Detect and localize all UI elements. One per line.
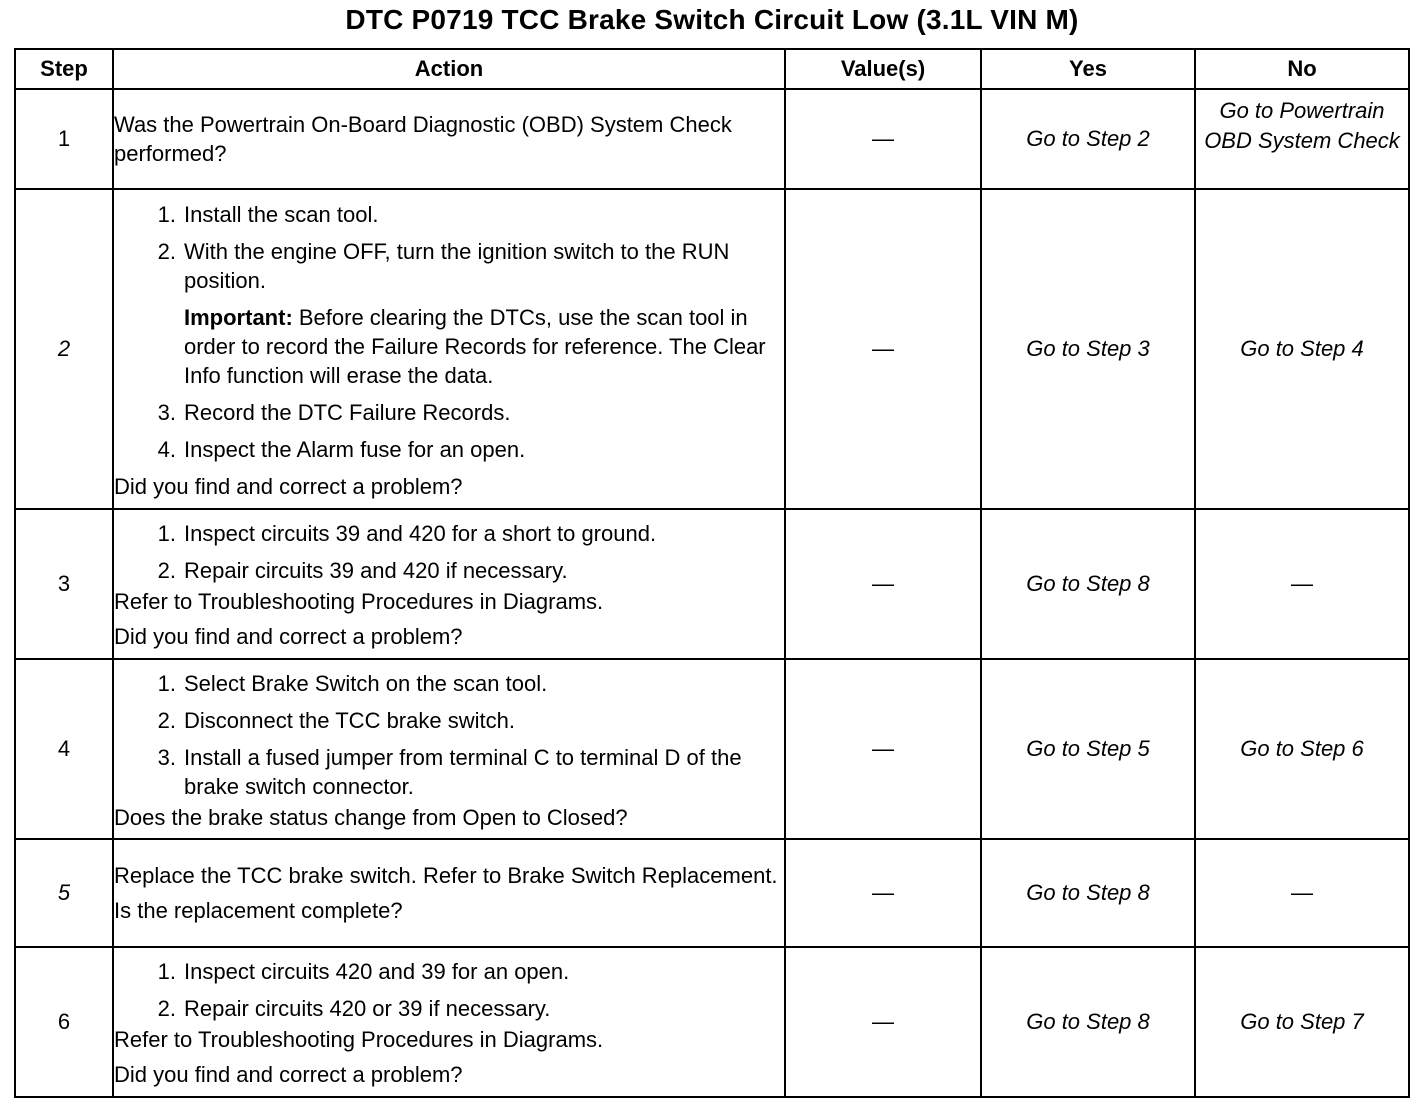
value-cell: — — [785, 89, 981, 189]
yes-cell: Go to Step 8 — [981, 947, 1195, 1097]
action-question: Did you find and correct a problem? — [114, 1062, 463, 1087]
table-row — [15, 659, 1409, 839]
table-row — [15, 947, 1409, 1097]
header-value: Value(s) — [785, 49, 981, 89]
list-item: 2. Disconnect the TCC brake switch. — [157, 707, 515, 733]
yes-cell: Go to Step 8 — [981, 839, 1195, 947]
action-text: Was the Powertrain On-Board Diagnostic (OBD) System Check performed? — [114, 112, 732, 166]
value-cell: — — [785, 509, 981, 659]
action-cell — [113, 89, 785, 189]
list-item: 2. Repair circuits 420 or 39 if necessary. — [157, 996, 551, 1021]
list-item: 2. With the engine OFF, turn the ignition switch to the RUN position. — [157, 238, 730, 293]
header-step: Step — [15, 49, 113, 89]
no-cell: Go to Step 4 — [1195, 189, 1409, 509]
yes-cell: Go to Step 3 — [981, 189, 1195, 509]
list-item: 1. Select Brake Switch on the scan tool. — [157, 670, 548, 696]
step-number: 6 — [15, 947, 113, 1097]
value-cell: — — [785, 189, 981, 509]
list-item: 4. Inspect the Alarm fuse for an open. — [157, 436, 526, 462]
action-cell — [113, 509, 785, 659]
list-item: 1. Inspect circuits 39 and 420 for a short to ground. — [157, 521, 657, 546]
no-cell: Go to Step 6 — [1195, 659, 1409, 839]
table-row — [15, 89, 1409, 189]
value-cell: — — [785, 659, 981, 839]
no-cell: — — [1195, 839, 1409, 947]
value-cell: — — [785, 947, 981, 1097]
list-item: 3. Record the DTC Failure Records. — [157, 399, 511, 425]
no-link-text: Powertrain OBD System Check — [1204, 98, 1400, 153]
no-cell: Go to Step 7 — [1195, 947, 1409, 1097]
header-yes: Yes — [981, 49, 1195, 89]
no-cell: — — [1195, 509, 1409, 659]
yes-cell: Go to Step 8 — [981, 509, 1195, 659]
step-number: 1 — [15, 89, 113, 189]
value-cell: — — [785, 839, 981, 947]
header-row — [15, 49, 1409, 89]
important-note — [184, 303, 784, 390]
step-number: 3 — [15, 509, 113, 659]
no-cell — [1195, 89, 1409, 189]
list-item: 2. Repair circuits 39 and 420 if necessary. — [157, 558, 568, 583]
action-cell — [113, 659, 785, 839]
step-number: 5 — [15, 839, 113, 947]
action-question: Does the brake status change from Open to Closed? — [114, 804, 628, 830]
action-text: Replace the TCC brake switch. Refer to Brake Switch Replacement. — [114, 863, 778, 888]
action-question: Is the replacement complete? — [114, 898, 403, 923]
yes-cell: Go to Step 2 — [981, 89, 1195, 189]
no-prefix: Go to — [1219, 98, 1280, 123]
header-no: No — [1195, 49, 1409, 89]
note-label: Important: — [184, 304, 293, 330]
action-refer: Refer to Troubleshooting Procedures in Diagrams. — [114, 589, 604, 614]
list-item: 1. Inspect circuits 420 and 39 for an open. — [157, 959, 570, 984]
step-number: 4 — [15, 659, 113, 839]
action-refer: Refer to Troubleshooting Procedures in Diagrams. — [114, 1027, 604, 1052]
table-row — [15, 839, 1409, 947]
action-cell — [113, 189, 785, 509]
list-item: 1. Install the scan tool. — [157, 201, 379, 227]
diagnostic-table — [14, 48, 1410, 1098]
action-cell — [113, 947, 785, 1097]
action-cell — [113, 839, 785, 947]
list-item: 3. Install a fused jumper from terminal C to terminal D of the brake switch connector. — [157, 744, 742, 799]
table-row — [15, 189, 1409, 509]
yes-cell: Go to Step 5 — [981, 659, 1195, 839]
step-number: 2 — [15, 189, 113, 509]
table-row — [15, 509, 1409, 659]
action-question: Did you find and correct a problem? — [114, 473, 463, 499]
action-question: Did you find and correct a problem? — [114, 624, 463, 649]
note-text: Before clearing the DTCs, use the scan tool in order to record the Failure Records for reference. The Clear Info function will erase the data. — [184, 304, 766, 388]
page-title: DTC P0719 TCC Brake Switch Circuit Low (3.1L VIN M) — [345, 4, 1079, 35]
header-action: Action — [113, 49, 785, 89]
